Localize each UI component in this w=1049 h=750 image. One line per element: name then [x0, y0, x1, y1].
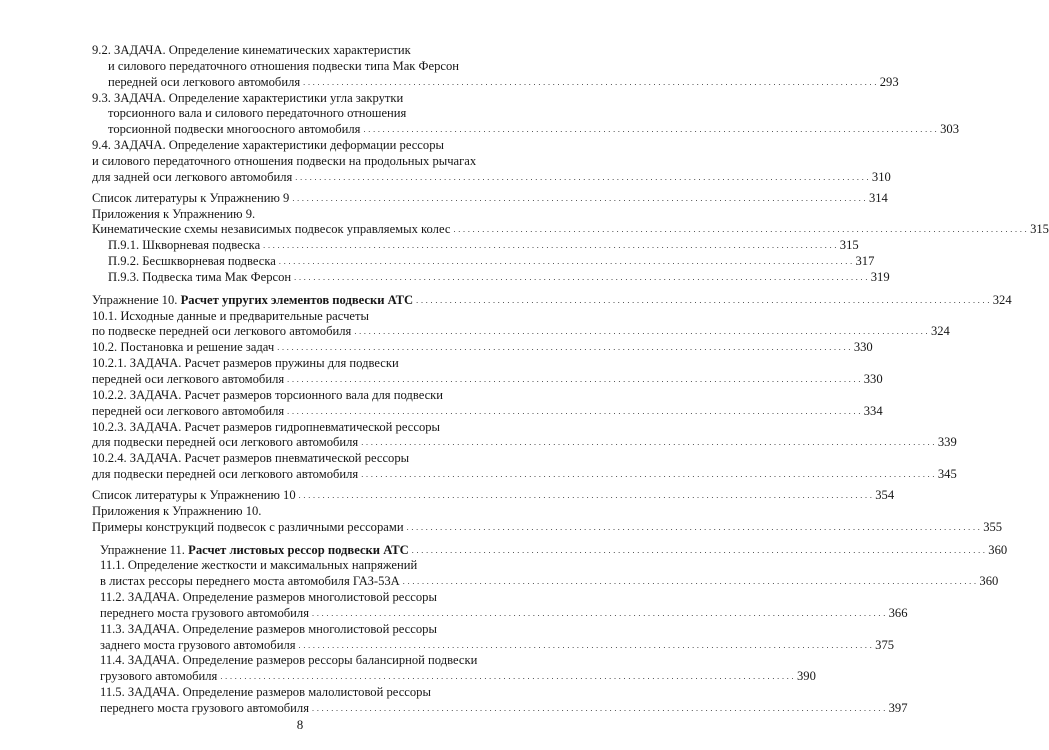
toc-entry-title: 10.1. Исходные данные и предварительные расчеты — [92, 309, 369, 323]
dot-leader: . . . . . . . . . . . . . . . . . . . . . . . . . . . . . . . . . . . . . . . . . . . . . . . . . . . . . . . . . . . . . . . . . . . . . . . . . . . . . . . . . . . . . . . . . . . . . . . . . . . . . . . . . . . . . . . . . . . . . . . . — [277, 343, 851, 352]
toc-entry-title: заднего моста грузового автомобиля — [100, 638, 296, 652]
toc-entry-title: П.9.2. Бесшкворневая подвеска — [108, 254, 276, 268]
toc-entry — [92, 434, 957, 450]
dot-leader: . . . . . . . . . . . . . . . . . . . . . . . . . . . . . . . . . . . . . . . . . . . . . . . . . . . . . . . . . . . . . . . . . . . . . . . . . . . . . . . . . . . . . . . . . . . . . . . . . . . . . . . . . . . . . . . . . . . . . . . . — [298, 641, 873, 650]
toc-entry-page: 339 — [937, 435, 957, 449]
dot-leader: . . . . . . . . . . . . . . . . . . . . . . . . . . . . . . . . . . . . . . . . . . . . . . . . . . . . . . . . . . . . . . . . . . . . . . . . . . . . . . . . . . . . . . . . . . . . . . . . . . . . . . . . . . . . . . . . . . . . . . . . — [312, 609, 886, 618]
toc-entry-title: 11.2. ЗАДАЧА. Определение размеров многолистовой рессоры — [100, 590, 437, 604]
toc-entry-page: 360 — [988, 543, 1008, 557]
toc-entry-title: 9.3. ЗАДАЧА. Определение характеристики угла закрутки — [92, 91, 404, 105]
toc-entry — [92, 206, 497, 222]
toc-entry — [108, 58, 497, 74]
toc-entry — [100, 668, 816, 684]
dot-leader: . . . . . . . . . . . . . . . . . . . . . . . . . . . . . . . . . . . . . . . . . . . . . . . . . . . . . . . . . . . . . . . . . . . . . . . . . . . . . . . . . . . . . . . . . . . . . . . . . . . . . . . . . . . . . . . . . . . . . . . . — [287, 375, 861, 384]
toc-entry-title: Упражнение 10. Расчет упругих элементов подвески АТС — [92, 293, 414, 307]
toc-entry-page: 324 — [992, 293, 1012, 307]
toc-entry — [108, 237, 859, 253]
dot-leader: . . . . . . . . . . . . . . . . . . . . . . . . . . . . . . . . . . . . . . . . . . . . . . . . . . . . . . . . . . . . . . . . . . . . . . . . . . . . . . . . . . . . . . . . . . . . . . . . . . . . . . . . . . . . . . . . . . . . . . . . — [363, 125, 938, 134]
toc-entry — [92, 221, 1049, 237]
dot-leader: . . . . . . . . . . . . . . . . . . . . . . . . . . . . . . . . . . . . . . . . . . . . . . . . . . . . . . . . . . . . . . . . . . . . . . . . . . . . . . . . . . . . . . . . . . . . . . . . . . . . . . . . . . . . . . . . . . . . . . . . — [411, 546, 986, 555]
toc-entry-title: торсионного вала и силового передаточного отношения — [108, 106, 407, 120]
dot-leader: . . . . . . . . . . . . . . . . . . . . . . . . . . . . . . . . . . . . . . . . . . . . . . . . . . . . . . . . . . . . . . . . . . . . . . . . . . . . . . . . . . . . . . . . . . . . . . . . . . . . . . . . . . . . . . . . . . . . . . . . — [453, 225, 1028, 234]
dot-leader: . . . . . . . . . . . . . . . . . . . . . . . . . . . . . . . . . . . . . . . . . . . . . . . . . . . . . . . . . . . . . . . . . . . . . . . . . . . . . . . . . . . . . . . . . . . . . . . . . . . . . . . . . . . . . . . . . . . . . . . . — [312, 704, 886, 713]
toc-entry — [108, 74, 899, 90]
toc-entry-page: 345 — [937, 467, 957, 481]
toc-entry — [100, 637, 895, 653]
dot-leader: . . . . . . . . . . . . . . . . . . . . . . . . . . . . . . . . . . . . . . . . . . . . . . . . . . . . . . . . . . . . . . . . . . . . . . . . . . . . . . . . . . . . . . . . . . . . . . . . . . . . . . . . . . . . . . . . . . . . . . . . — [416, 296, 990, 305]
toc-entry-title: и силового передаточного отношения подвески типа Мак Ферсон — [108, 59, 460, 73]
dot-leader: . . . . . . . . . . . . . . . . . . . . . . . . . . . . . . . . . . . . . . . . . . . . . . . . . . . . . . . . . . . . . . . . . . . . . . . . . . . . . . . . . . . . . . . . . . . . . . . . . . . . . . . . . . . . . . . . . . . . . . . . — [406, 523, 981, 532]
toc-entry-page: 390 — [796, 669, 816, 683]
toc-entry-bold-title: Расчет листовых рессор подвески АТС — [188, 543, 409, 557]
toc-entry-title: 10.2.2. ЗАДАЧА. Расчет размеров торсионного вала для подвески — [92, 388, 444, 402]
toc-entry-page: 315 — [1030, 222, 1049, 236]
toc-entry-page: 314 — [868, 191, 888, 205]
toc-entry-title: по подвеске передней оси легкового автомобиля — [92, 324, 352, 338]
toc-entry — [92, 42, 497, 58]
dot-leader: . . . . . . . . . . . . . . . . . . . . . . . . . . . . . . . . . . . . . . . . . . . . . . . . . . . . . . . . . . . . . . . . . . . . . . . . . . . . . . . . . . . . . . . . . . . . . . . . . . . . . . . . . . . . . . . . . . . . . . . . — [263, 241, 837, 250]
toc-entry — [92, 419, 497, 435]
toc-entry-title: для подвески передней оси легкового автомобиля — [92, 467, 359, 481]
toc-entry-title: передней оси легкового автомобиля — [108, 75, 301, 89]
toc-entry-title: 10.2.4. ЗАДАЧА. Расчет размеров пневматической рессоры — [92, 451, 410, 465]
toc-entry — [92, 503, 497, 519]
toc-entry-title: 11.4. ЗАДАЧА. Определение размеров рессоры балансирной подвески — [100, 653, 478, 667]
toc-entry-page: 317 — [855, 254, 875, 268]
toc-entry — [92, 487, 895, 503]
dot-leader: . . . . . . . . . . . . . . . . . . . . . . . . . . . . . . . . . . . . . . . . . . . . . . . . . . . . . . . . . . . . . . . . . . . . . . . . . . . . . . . . . . . . . . . . . . . . . . . . . . . . . . . . . . . . . . . . . . . . . . . . — [287, 407, 861, 416]
toc-entry-title: Упражнение 11. Расчет листовых рессор подвески АТС — [100, 543, 409, 557]
toc-entry-page: 397 — [888, 701, 908, 715]
page-number: 8 — [296, 717, 304, 732]
dot-leader: . . . . . . . . . . . . . . . . . . . . . . . . . . . . . . . . . . . . . . . . . . . . . . . . . . . . . . . . . . . . . . . . . . . . . . . . . . . . . . . . . . . . . . . . . . . . . . . . . . . . . . . . . . . . . . . . . . . . . . . . — [361, 438, 935, 447]
toc-entry-title: П.9.1. Шкворневая подвеска — [108, 238, 261, 252]
toc-entry-title: передней оси легкового автомобиля — [92, 404, 285, 418]
toc-entry-title: Кинематические схемы независимых подвесок управляемых колес — [92, 222, 451, 236]
toc-entry — [92, 190, 888, 206]
toc-entry-page: 330 — [853, 340, 873, 354]
toc-entry-page: 366 — [888, 606, 908, 620]
toc-entry — [108, 121, 959, 137]
toc-entry-title: Примеры конструкций подвесок с различными рессорами — [92, 520, 404, 534]
dot-leader: . . . . . . . . . . . . . . . . . . . . . . . . . . . . . . . . . . . . . . . . . . . . . . . . . . . . . . . . . . . . . . . . . . . . . . . . . . . . . . . . . . . . . . . . . . . . . . . . . . . . . . . . . . . . . . . . . . . . . . . . — [294, 273, 868, 282]
toc-entry-title: передней оси легкового автомобиля — [92, 372, 285, 386]
toc-entry — [92, 519, 1003, 535]
toc-entry — [100, 605, 908, 621]
toc-entry — [92, 339, 873, 355]
toc-entry-title: Приложения к Упражнению 10. — [92, 504, 262, 518]
toc-entry-page: 310 — [871, 170, 891, 184]
toc-entry-title: для задней оси легкового автомобиля — [92, 170, 293, 184]
toc-entry — [100, 700, 908, 716]
toc-entry-title: для подвески передней оси легкового автомобиля — [92, 435, 359, 449]
dot-leader: . . . . . . . . . . . . . . . . . . . . . . . . . . . . . . . . . . . . . . . . . . . . . . . . . . . . . . . . . . . . . . . . . . . . . . . . . . . . . . . . . . . . . . . . . . . . . . . . . . . . . . . . . . . . . . . . . . . . . . . . — [295, 173, 869, 182]
toc-entry-title: 9.4. ЗАДАЧА. Определение характеристики деформации рессоры — [92, 138, 444, 152]
toc-entry-page: 334 — [863, 404, 883, 418]
toc-entry — [92, 153, 497, 169]
toc-entry — [100, 652, 500, 668]
dot-leader: . . . . . . . . . . . . . . . . . . . . . . . . . . . . . . . . . . . . . . . . . . . . . . . . . . . . . . . . . . . . . . . . . . . . . . . . . . . . . . . . . . . . . . . . . . . . . . . . . . . . . . . . . . . . . . . . . . . . . . . . — [303, 78, 877, 87]
toc-entry-title: в листах рессоры переднего моста автомобиля ГАЗ-53А — [100, 574, 400, 588]
toc-entry-page: 303 — [940, 122, 959, 136]
toc-entry — [92, 90, 497, 106]
toc-entry — [92, 308, 497, 324]
toc-entry-title: 10.2.3. ЗАДАЧА. Расчет размеров гидропневматической рессоры — [92, 420, 440, 434]
toc-entry — [92, 450, 497, 466]
toc-entry-title: переднего моста грузового автомобиля — [100, 606, 310, 620]
toc-entry-bold-title: Расчет упругих элементов подвески АТС — [180, 293, 414, 307]
toc-entry-title: 11.3. ЗАДАЧА. Определение размеров многолистовой рессоры — [100, 622, 437, 636]
toc-entry-page: 324 — [930, 324, 950, 338]
toc-entry-title: 10.2.1. ЗАДАЧА. Расчет размеров пружины для подвески — [92, 356, 399, 370]
toc-entry — [100, 589, 500, 605]
toc-entry — [100, 621, 500, 637]
dot-leader: . . . . . . . . . . . . . . . . . . . . . . . . . . . . . . . . . . . . . . . . . . . . . . . . . . . . . . . . . . . . . . . . . . . . . . . . . . . . . . . . . . . . . . . . . . . . . . . . . . . . . . . . . . . . . . . . . . . . . . . . — [402, 577, 977, 586]
toc-entry-page: 375 — [875, 638, 895, 652]
toc-entry — [92, 371, 883, 387]
toc-entry — [108, 253, 875, 269]
toc-entry-page: 315 — [839, 238, 859, 252]
dot-leader: . . . . . . . . . . . . . . . . . . . . . . . . . . . . . . . . . . . . . . . . . . . . . . . . . . . . . . . . . . . . . . . . . . . . . . . . . . . . . . . . . . . . . . . . . . . . . . . . . . . . . . . . . . . . . . . . . . . . . . . . — [361, 470, 935, 479]
toc-entry — [92, 292, 1012, 308]
toc-entry-page: 354 — [875, 488, 895, 502]
toc-entry-title: П.9.3. Подвеска тима Мак Ферсон — [108, 270, 292, 284]
toc-entry — [100, 542, 1008, 558]
dot-leader: . . . . . . . . . . . . . . . . . . . . . . . . . . . . . . . . . . . . . . . . . . . . . . . . . . . . . . . . . . . . . . . . . . . . . . . . . . . . . . . . . . . . . . . . . . . . . . . . . . . . . . . . . . . . . . . . . . . . . . . . — [220, 672, 794, 681]
toc-entry — [92, 323, 950, 339]
toc-entry-page: 360 — [979, 574, 999, 588]
toc-entry-title: грузового автомобиля — [100, 669, 218, 683]
toc-entry — [108, 105, 497, 121]
dot-leader: . . . . . . . . . . . . . . . . . . . . . . . . . . . . . . . . . . . . . . . . . . . . . . . . . . . . . . . . . . . . . . . . . . . . . . . . . . . . . . . . . . . . . . . . . . . . . . . . . . . . . . . . . . . . . . . . . . . . . . . . — [278, 257, 853, 266]
toc-entry-title: 10.2. Постановка и решение задач — [92, 340, 275, 354]
toc-entry-title: 11.1. Определение жесткости и максимальных напряжений — [100, 558, 418, 572]
toc-entry — [92, 387, 497, 403]
toc-entry-title: Приложения к Упражнению 9. — [92, 207, 256, 221]
toc-entry — [92, 137, 497, 153]
toc-entry — [92, 169, 891, 185]
toc-entry — [92, 403, 883, 419]
toc-entry-title: 9.2. ЗАДАЧА. Определение кинематических характеристик — [92, 43, 411, 57]
toc-entry-title: Список литературы к Упражнению 9 — [92, 191, 290, 205]
toc-entry — [92, 355, 497, 371]
toc-entry — [108, 269, 890, 285]
toc-entry-page: 293 — [879, 75, 899, 89]
toc-entry-title: торсионной подвески многоосного автомобиля — [108, 122, 361, 136]
dot-leader: . . . . . . . . . . . . . . . . . . . . . . . . . . . . . . . . . . . . . . . . . . . . . . . . . . . . . . . . . . . . . . . . . . . . . . . . . . . . . . . . . . . . . . . . . . . . . . . . . . . . . . . . . . . . . . . . . . . . . . . . — [292, 194, 866, 203]
toc-entry — [92, 466, 957, 482]
toc-entry — [100, 573, 999, 589]
toc-entry-title: переднего моста грузового автомобиля — [100, 701, 310, 715]
toc-entry — [100, 684, 500, 700]
dot-leader: . . . . . . . . . . . . . . . . . . . . . . . . . . . . . . . . . . . . . . . . . . . . . . . . . . . . . . . . . . . . . . . . . . . . . . . . . . . . . . . . . . . . . . . . . . . . . . . . . . . . . . . . . . . . . . . . . . . . . . . . — [298, 491, 873, 500]
toc-entry-title: Список литературы к Упражнению 10 — [92, 488, 296, 502]
toc-entry-page: 330 — [863, 372, 883, 386]
toc-entry-title: и силового передаточного отношения подвески на продольных рычагах — [92, 154, 477, 168]
toc-entry-title: 11.5. ЗАДАЧА. Определение размеров малолистовой рессоры — [100, 685, 431, 699]
toc-entry — [100, 557, 500, 573]
toc-entry-page: 319 — [870, 270, 890, 284]
dot-leader: . . . . . . . . . . . . . . . . . . . . . . . . . . . . . . . . . . . . . . . . . . . . . . . . . . . . . . . . . . . . . . . . . . . . . . . . . . . . . . . . . . . . . . . . . . . . . . . . . . . . . . . . . . . . . . . . . . . . . . . . — [354, 327, 928, 336]
toc-entry-page: 355 — [983, 520, 1003, 534]
